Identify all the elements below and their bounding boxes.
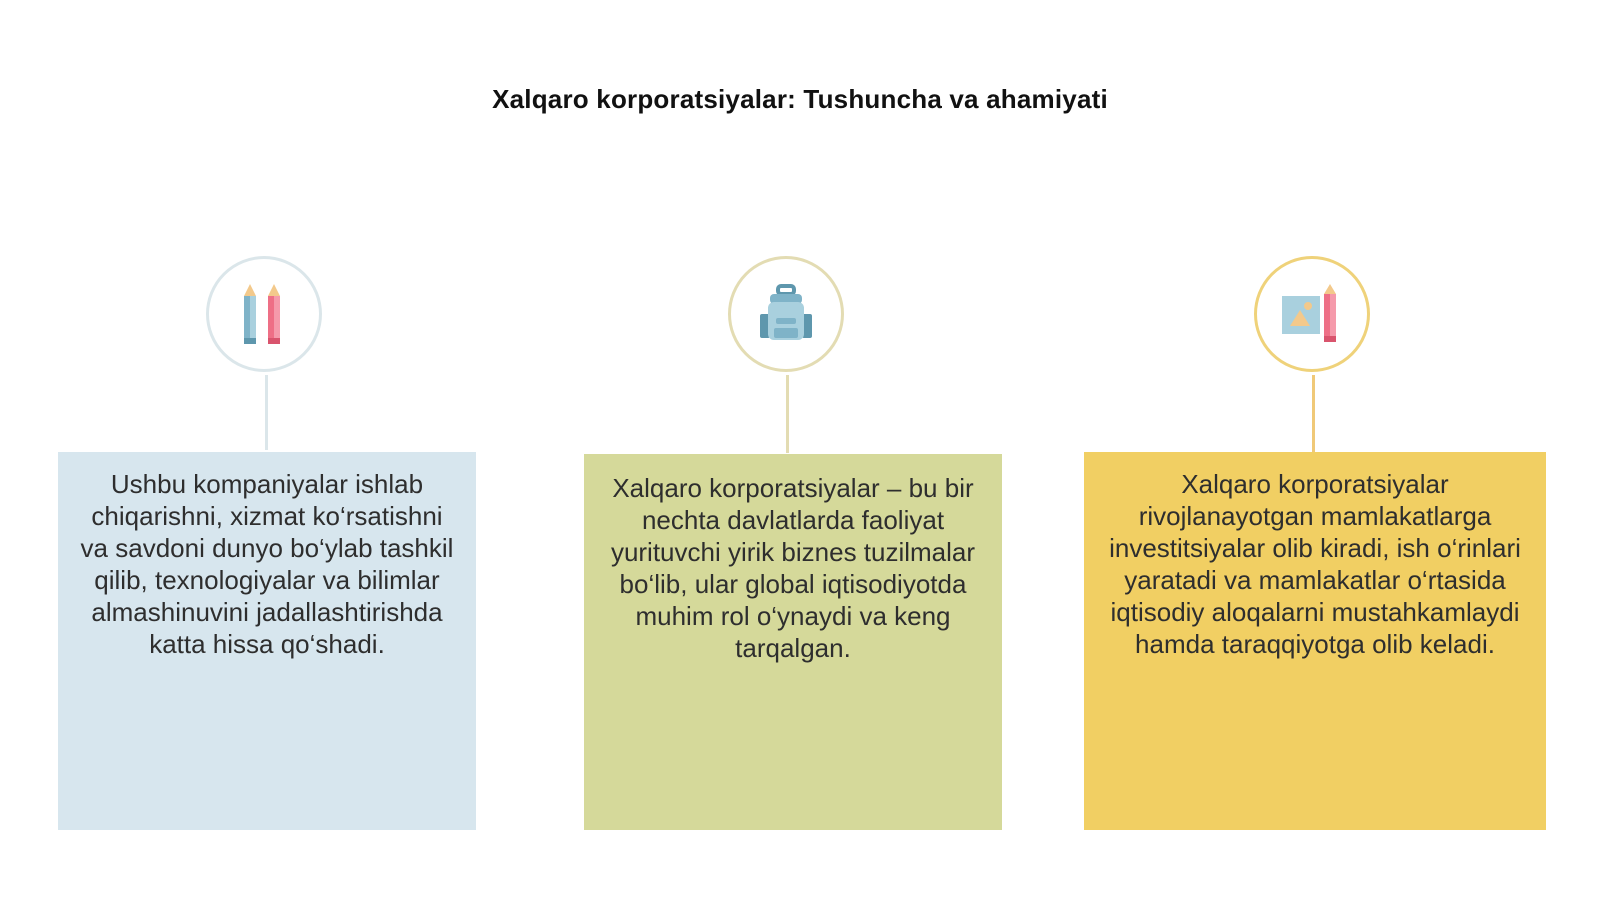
connector-line-3 (1312, 375, 1315, 452)
info-card-3: Xalqaro korporatsiyalar rivojlanayotgan mamlakatlarga investitsiyalar olib kiradi, ish o‘rinlari yaratadi va mamlakatlar o‘rtasida iqtisodiy aloqalarni mustahkamlaydi hamda taraqqiyotga olib keladi. (1084, 452, 1546, 830)
pencils-icon (236, 282, 292, 346)
icon-circle-1 (206, 256, 322, 372)
backpack-icon (756, 284, 816, 344)
slide-title: Xalqaro korporatsiyalar: Tushuncha va ahamiyati (492, 84, 1108, 114)
icon-circle-2 (728, 256, 844, 372)
info-card-2: Xalqaro korporatsiyalar – bu bir nechta davlatlarda faoliyat yurituvchi yirik biznes tuzilmalar bo‘lib, ular global iqtisodiyotda muhim rol o‘ynaydi va keng tarqalgan. (584, 454, 1002, 830)
picture-and-pencil-icon (1280, 284, 1344, 344)
info-card-1: Ushbu kompaniyalar ishlab chiqarishni, xizmat ko‘rsatishni va savdoni dunyo bo‘ylab tashkil qilib, texnologiyalar va bilimlar almashinuvini jadallashtirishda katta hissa qo‘shadi. (58, 452, 476, 830)
connector-line-2 (786, 375, 789, 453)
connector-line-1 (265, 375, 268, 450)
icon-circle-3 (1254, 256, 1370, 372)
